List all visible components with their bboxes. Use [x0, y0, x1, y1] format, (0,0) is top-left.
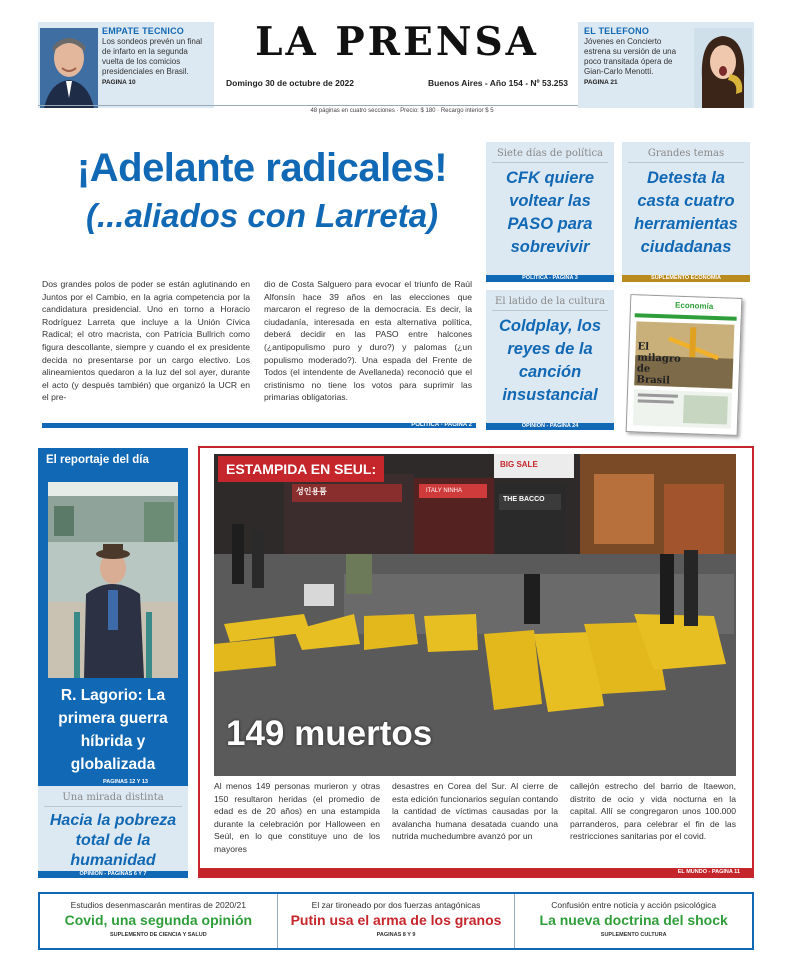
mirada-kicker: Una mirada distinta [44, 792, 182, 807]
estampida-story[interactable] [198, 446, 754, 878]
death-toll: 149 muertos [226, 714, 433, 753]
ear-left-page: PAGINA 10 [102, 79, 136, 86]
lead-page-ref[interactable]: POLITICA - PAGINA 2 [411, 422, 472, 428]
mirada-title: Hacia la pobreza total de la humanidad [49, 812, 177, 869]
mirada-box[interactable] [38, 786, 188, 878]
estampida-column-3: callejón estrecho del barrio de Itaewon, distrito de ocio y vida nocturna en la capital. Allí se congregaron unos 100.000 parranderos, para celebrar el fin de las restricciones sanitarias por el covid. [570, 781, 736, 842]
supplement-section: Economía [674, 300, 714, 311]
box-cultura-title: Coldplay, los reyes de la canción insustancial [498, 317, 602, 404]
ear-right-page: PAGINA 21 [584, 79, 618, 86]
ear-right[interactable] [578, 22, 754, 108]
dateline [222, 78, 572, 88]
sign-big-sale: BIG SALE [500, 460, 538, 469]
sign-bacco: THE BACCO [503, 496, 545, 503]
box-temas-page: SUPLEMENTO ECONOMIA [622, 275, 750, 282]
bolsonaro-portrait [40, 28, 98, 108]
reportaje-kicker: El reportaje del día [46, 454, 149, 466]
masthead [222, 18, 572, 88]
lead-headline: ¡Adelante radicales! [76, 146, 448, 190]
strip-title: Putin usa el arma de los granos [290, 912, 502, 928]
sign-korean: 성인용품 [296, 487, 327, 496]
strip-title: Covid, una segunda opinión [64, 912, 253, 928]
economia-supplement-cover[interactable] [626, 294, 743, 436]
strip-kicker: Estudios desenmascarán mentiras de 2020/21 [70, 900, 246, 910]
box-temas[interactable] [622, 142, 750, 282]
box-cultura[interactable] [486, 290, 614, 430]
lead-column-2: dio de Costa Salguero para evocar el triunfo de Raúl Alfonsín hace 39 años en las elecciones que marcaron el regreso de la democracia. Es decir, la ciudadanía, interesada en esta alternativa política, deberá decidir en las PASO entre halcones (¿antipopulismo puro y duro?) y palomas (¿un populismo moderado?). Una espada del Frente de Todos (el intendente de Avellaneda) reconoció que el cristinismo no tiene los votos para suprimir las primarias obligatorias. [264, 279, 472, 403]
singer-portrait [694, 28, 752, 108]
estampida-body [214, 780, 736, 856]
supplement-headline: El milagro de Brasil [636, 341, 681, 387]
strip-item-covid[interactable] [40, 894, 278, 948]
box-politica[interactable] [486, 142, 614, 282]
box-cultura-page: OPINION - PAGINA 24 [486, 423, 614, 430]
box-politica-page: POLITICA - PAGINA 3 [486, 275, 614, 282]
strip-kicker: Confusión entre noticia y acción psicológica [551, 900, 717, 910]
lagorio-photo [48, 482, 178, 678]
strip-item-putin[interactable] [278, 894, 516, 948]
box-temas-title: Detesta la casta cuatro herramientas ciudadanas [634, 169, 738, 256]
issue-edition: Buenos Aires - Año 154 - Nº 53.253 [428, 78, 568, 88]
reportaje-page: PAGINAS 12 Y 13 [103, 779, 148, 785]
issue-date: Domingo 30 de octubre de 2022 [226, 78, 355, 88]
strip-foot: SUPLEMENTO DE CIENCIA Y SALUD [110, 932, 207, 938]
lead-column-1: Dos grandes polos de poder se están aglutinando en Juntos por el Cambio, en la agria competencia por la candidatura presidencial. Uno en torno a Horacio Rodríguez Larreta que incluye a la Unión Cívica Radical; el otro macrista, con Patricia Bullrich como figura descollante, siempre y cuando el ex presidente decida no presentarse por un cargo electivo. Los alineamientos quedaron a la luz del sol ayer, durante el acto (y después también) que organizó la UCR en el pre- [42, 279, 250, 403]
estampida-page: EL MUNDO - PAGINA 11 [200, 868, 752, 876]
box-temas-kicker: Grandes temas [628, 148, 744, 163]
price-line: 48 páginas en cuatro secciones · Precio: $ 180 · Recargo interior $ 5 [310, 108, 494, 114]
box-politica-kicker: Siete días de política [492, 148, 608, 163]
mirada-page: OPINION - PAGINAS 6 Y 7 [38, 871, 188, 878]
ear-right-kicker: EL TELEFONO [584, 26, 650, 36]
bottom-strip [38, 892, 754, 950]
box-cultura-kicker: El latido de la cultura [492, 296, 608, 311]
strip-item-shock[interactable] [515, 894, 752, 948]
newspaper-front-page [32, 18, 762, 958]
lead-headline-block[interactable] [42, 146, 482, 236]
reportaje-box[interactable] [38, 448, 188, 786]
ear-right-text: Jóvenes en Concierto estrena su versión de una poco transitada ópera de Gian-Carlo Menotti. [584, 37, 677, 76]
lead-body [42, 278, 472, 404]
ear-left-kicker: EMPATE TECNICO [102, 26, 184, 36]
strip-kicker: El zar tironeado por dos fuerzas antagónicas [311, 900, 481, 910]
estampida-column-2: desastres en Corea del Sur. Al cierre de esta edición funcionarios seguían contando la cantidad de víctimas causadas por la avalancha humana desatada cuando una nutrida muchedumbre avanzó por un [392, 781, 558, 842]
estampida-column-1: Al menos 149 personas murieron y otras 150 resultaron heridas (el promedio de edad es de 20 años) en una estampida durante la celebración por Halloween en Seúl, en lo que constituye uno de los mayores [214, 781, 380, 854]
ear-left[interactable] [38, 22, 214, 108]
strip-title: La nueva doctrina del shock [539, 912, 728, 928]
estampida-tag: ESTAMPIDA EN SEUL: [218, 456, 384, 482]
strip-foot: SUPLEMENTO CULTURA [600, 932, 667, 938]
strip-foot: PAGINAS 8 Y 9 [376, 932, 416, 938]
lead-subhead: (...aliados con Larreta) [85, 197, 439, 234]
ear-left-text: Los sondeos prevén un final de infarto en la segunda vuelta de los comicios presidenciales en Brasil. [102, 37, 203, 76]
newspaper-logo[interactable]: LA PRENSA [255, 19, 539, 65]
box-politica-title: CFK quiere voltear las PASO para sobrevivir [505, 169, 594, 256]
sign-italy: ITALY NINHA [426, 488, 463, 494]
reportaje-title: R. Lagorio: La primera guerra híbrida y globalizada [58, 687, 168, 773]
